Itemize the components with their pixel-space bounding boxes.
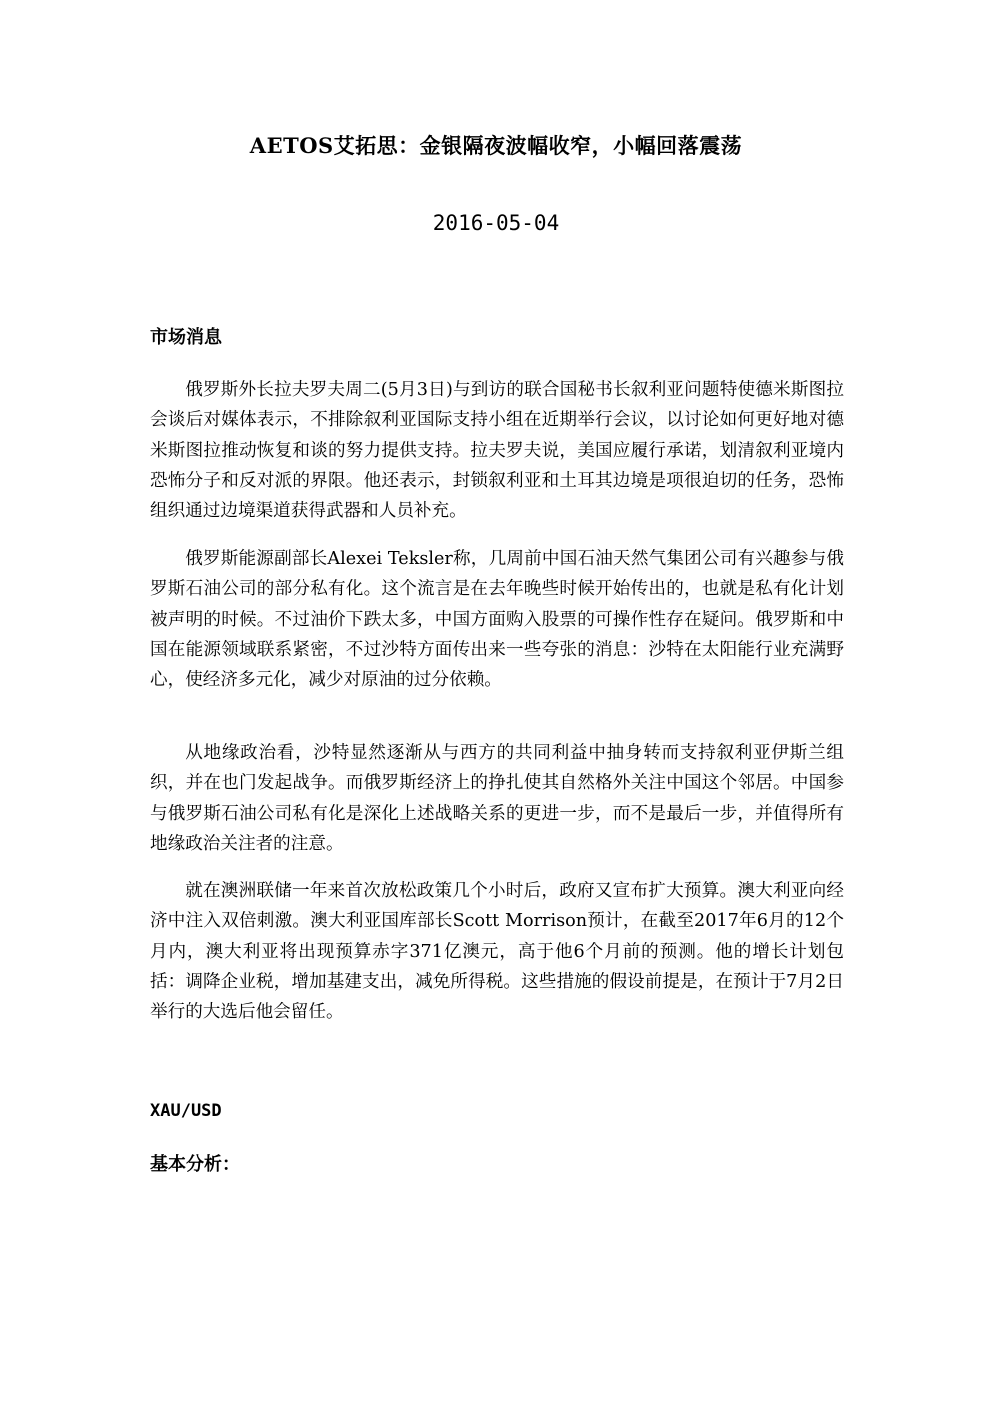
paragraph-australia-budget: 就在澳洲联储一年来首次放松政策几个小时后，政府又宣布扩大预算。澳大利亚向经济中注入双倍刺激。澳大利亚国库部长Scott Morrison预计，在截至2017年6月的12个月内，澳大利亚将出现预算赤字371亿澳元，高于他6个月前的预测。他的增长计划包括：调降企业税，增加基建支出，减免所得税。这些措施的假设前提是，在预计于7月2日举行的大选后他会留任。 xyxy=(150,881,844,1023)
document-date: 2016-05-04 xyxy=(432,211,560,235)
section-heading-xau-usd: XAU/USD xyxy=(150,1101,222,1121)
paragraph-geopolitics: 从地缘政治看，沙特显然逐渐从与西方的共同利益中抽身转而支持叙利亚伊斯兰组织，并在也门发起战争。而俄罗斯经济上的挣扎使其自然格外关注中国这个邻居。中国参与俄罗斯石油公司私有化是深化上述战略关系的更进一步，而不是最后一步，并值得所有地缘政治关注者的注意。 xyxy=(150,743,844,854)
document-title: AETOS艾拓思：金银隔夜波幅收窄，小幅回落震荡 xyxy=(249,133,743,158)
section-heading-fundamental-analysis: 基本分析： xyxy=(150,1154,240,1175)
section-heading-market-news: 市场消息 xyxy=(150,327,222,348)
paragraph-rosneft-privatization: 俄罗斯能源副部长Alexei Teksler称，几周前中国石油天然气集团公司有兴趣参与俄罗斯石油公司的部分私有化。这个流言是在去年晚些时候开始传出的，也就是私有化计划被声明的时候。不过油价下跌太多，中国方面购入股票的可操作性存在疑问。俄罗斯和中国在能源领域联系紧密，不过沙特方面传出来一些夸张的消息：沙特在太阳能行业充满野心，使经济多元化，减少对原油的过分依赖。 xyxy=(150,549,844,691)
paragraph-russia-syria: 俄罗斯外长拉夫罗夫周二(5月3日)与到访的联合国秘书长叙利亚问题特使德米斯图拉会谈后对媒体表示，不排除叙利亚国际支持小组在近期举行会议，以讨论如何更好地对德米斯图拉推动恢复和谈的努力提供支持。拉夫罗夫说，美国应履行承诺，划清叙利亚境内恐怖分子和反对派的界限。他还表示，封锁叙利亚和土耳其边境是项很迫切的任务，恐怖组织通过边境渠道获得武器和人员补充。 xyxy=(150,380,844,522)
